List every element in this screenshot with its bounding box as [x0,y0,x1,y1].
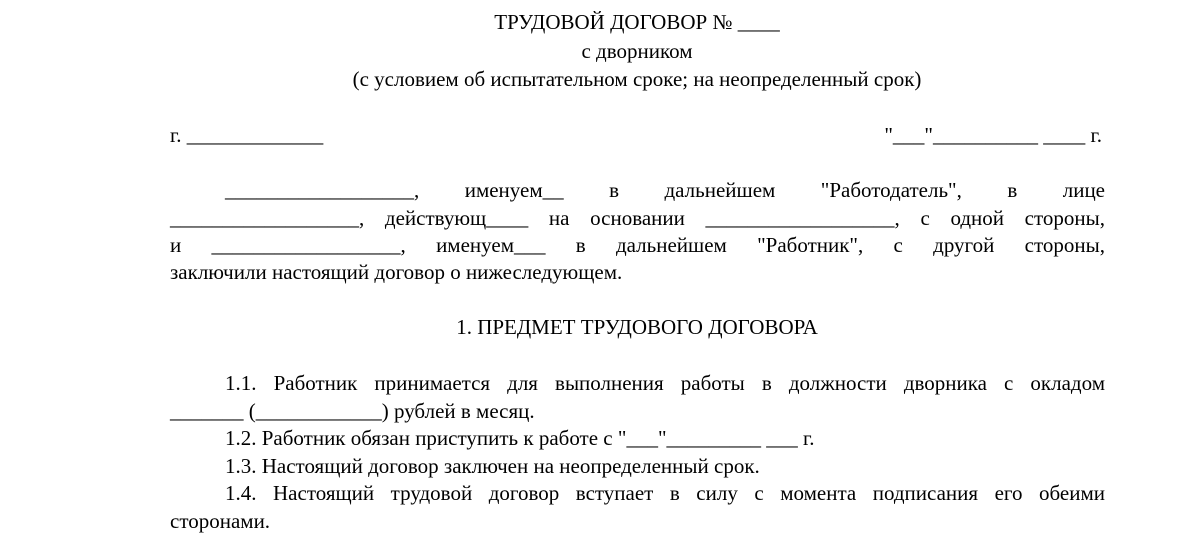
preamble-line: __________________, именуем__ в дальнейшем "Работодатель", в лице [225,178,1105,202]
clause-1-1: 1.1. Работник принимается для выполнения работы в должности дворника с окладом [225,371,1105,395]
document-subtitle: с дворником [581,39,693,63]
clause-1-2: 1.2. Работник обязан приступить к работе с "___"_________ ___ г. [225,426,815,450]
preamble-line: __________________, действующ____ на основании __________________, с одной стороны, [170,206,1105,230]
preamble-line: и __________________, именуем___ в дальнейшем "Работник", с другой стороны, [170,233,1105,257]
place-field: г. _____________ [170,123,324,147]
clause-1-3: 1.3. Настоящий договор заключен на неопределенный срок. [225,454,760,478]
section-heading: 1. ПРЕДМЕТ ТРУДОВОГО ДОГОВОРА [456,315,818,339]
document-note: (с условием об испытательном сроке; на неопределенный срок) [352,67,922,91]
document-title: ТРУДОВОЙ ДОГОВОР № ____ [494,10,780,34]
clause-1-4-continued: сторонами. [170,509,271,533]
preamble-line: заключили настоящий договор о нижеследующем. [170,260,623,284]
date-field: "___"__________ ____ г. [884,123,1102,147]
clause-1-4: 1.4. Настоящий трудовой договор вступает в силу с момента подписания его обеими [225,481,1105,505]
clause-1-1-continued: _______ (____________) рублей в месяц. [170,399,535,423]
